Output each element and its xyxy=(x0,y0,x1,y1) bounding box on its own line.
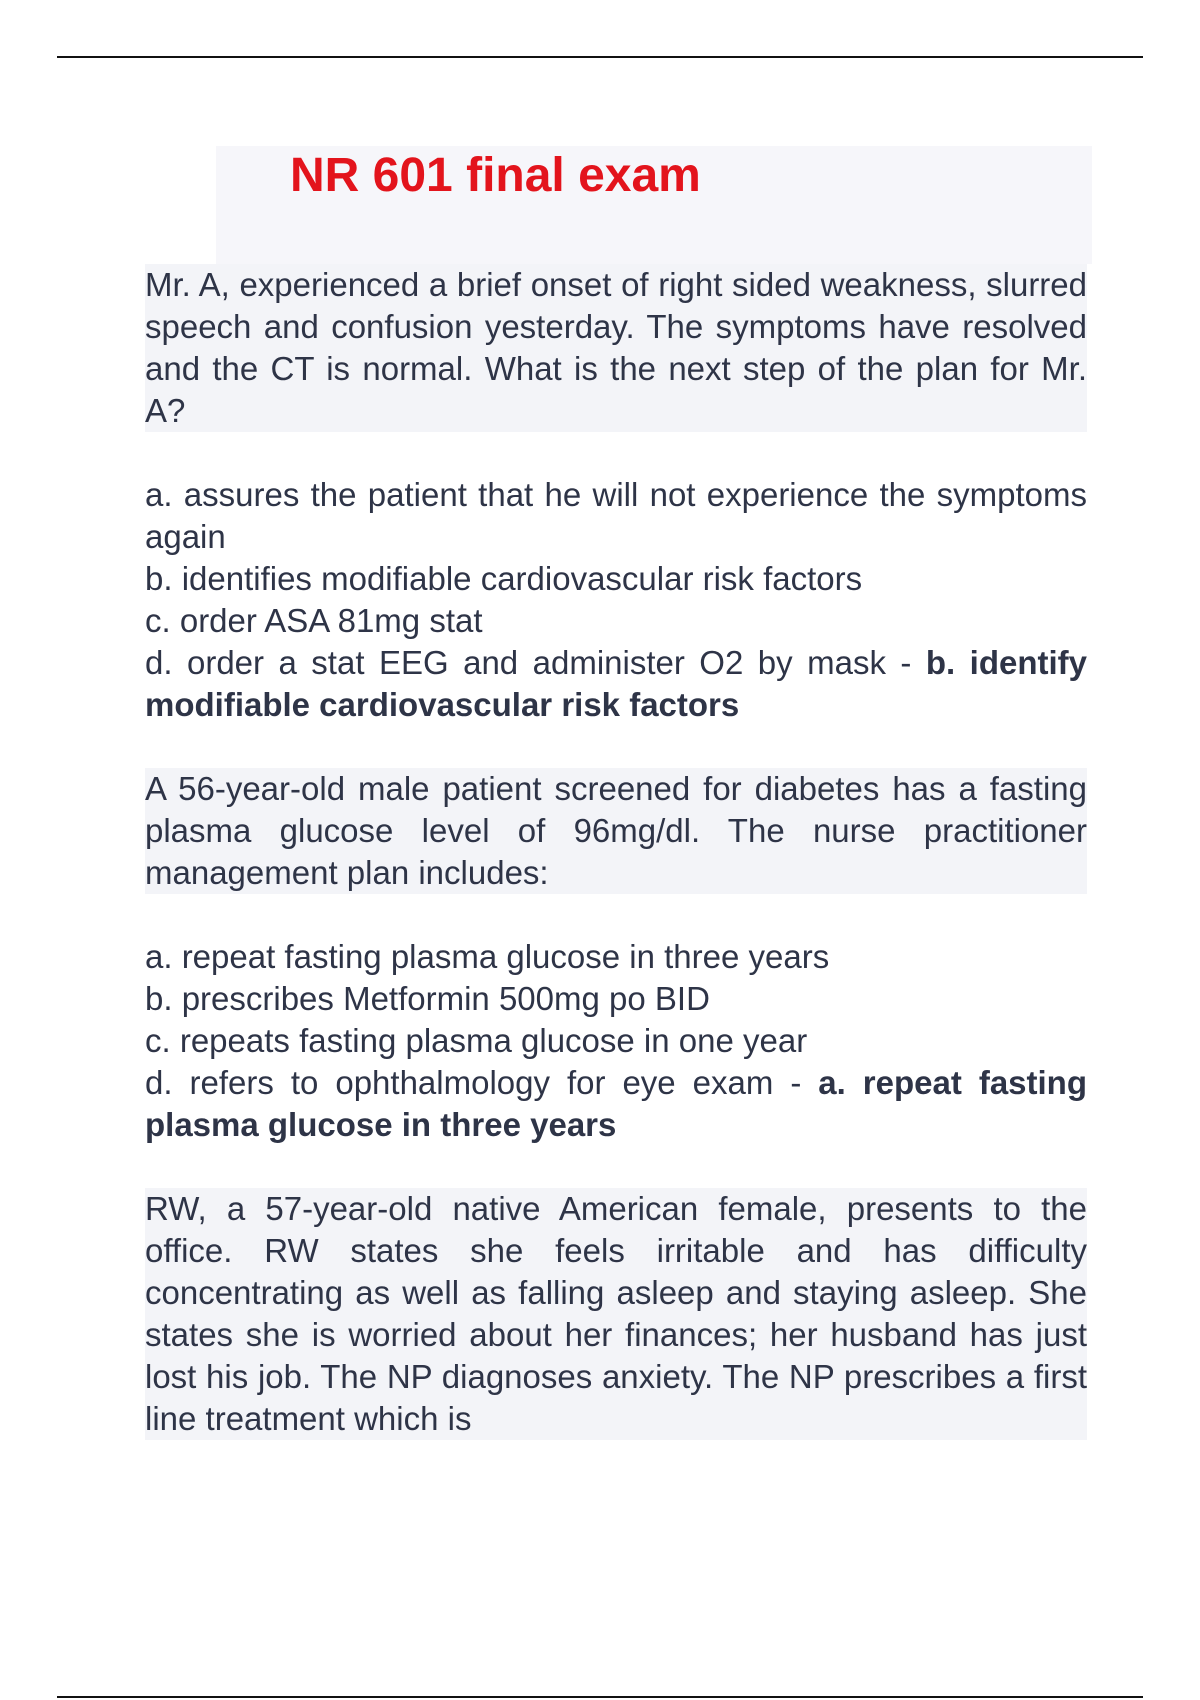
question-1-option-a: a. assures the patient that he will not experience the symptoms again xyxy=(145,476,1087,555)
question-1-stem: Mr. A, experienced a brief onset of right sided weakness, slurred speech and confusion yesterday. The symptoms have resolved and the CT is normal. What is the next step of the plan for Mr. A? xyxy=(145,264,1087,432)
question-1-option-d-with-answer xyxy=(145,642,1087,726)
question-3-stem: RW, a 57-year-old native American female, presents to the office. RW states she feels irritable and has difficulty concentrating as well as falling asleep and staying asleep. She states she is worried about her finances; her husband has just lost his job. The NP diagnoses anxiety. The NP prescribes a first line treatment which is xyxy=(145,1188,1087,1440)
question-2-option-a: a. repeat fasting plasma glucose in three years xyxy=(145,938,830,975)
question-1-options xyxy=(145,474,1087,726)
question-1-option-c: c. order ASA 81mg stat xyxy=(145,602,483,639)
question-1-option-b: b. identifies modifiable cardiovascular risk factors xyxy=(145,560,863,597)
question-2-answer: a. repeat fasting plasma glucose in three years xyxy=(145,1064,1087,1143)
answer-separator: - xyxy=(773,1064,819,1101)
header-rule xyxy=(57,56,1143,58)
question-2-stem: A 56-year-old male patient screened for diabetes has a fasting plasma glucose level of 96mg/dl. The nurse practitioner management plan includes: xyxy=(145,768,1087,894)
question-1-answer: b. identify modifiable cardiovascular risk factors xyxy=(145,644,1087,723)
question-2-option-d-with-answer xyxy=(145,1062,1087,1146)
answer-separator: - xyxy=(885,644,926,681)
question-2-option-b: b. prescribes Metformin 500mg po BID xyxy=(145,980,710,1017)
document-body xyxy=(145,264,1087,1482)
question-2-option-c: c. repeats fasting plasma glucose in one year xyxy=(145,1022,808,1059)
document-title: NR 601 final exam xyxy=(290,149,701,202)
footer-rule xyxy=(57,1696,1143,1698)
question-2-option-d: d. refers to ophthalmology for eye exam xyxy=(145,1064,774,1101)
question-1-option-d: d. order a stat EEG and administer O2 by mask xyxy=(145,644,886,681)
question-2-options xyxy=(145,936,1087,1146)
